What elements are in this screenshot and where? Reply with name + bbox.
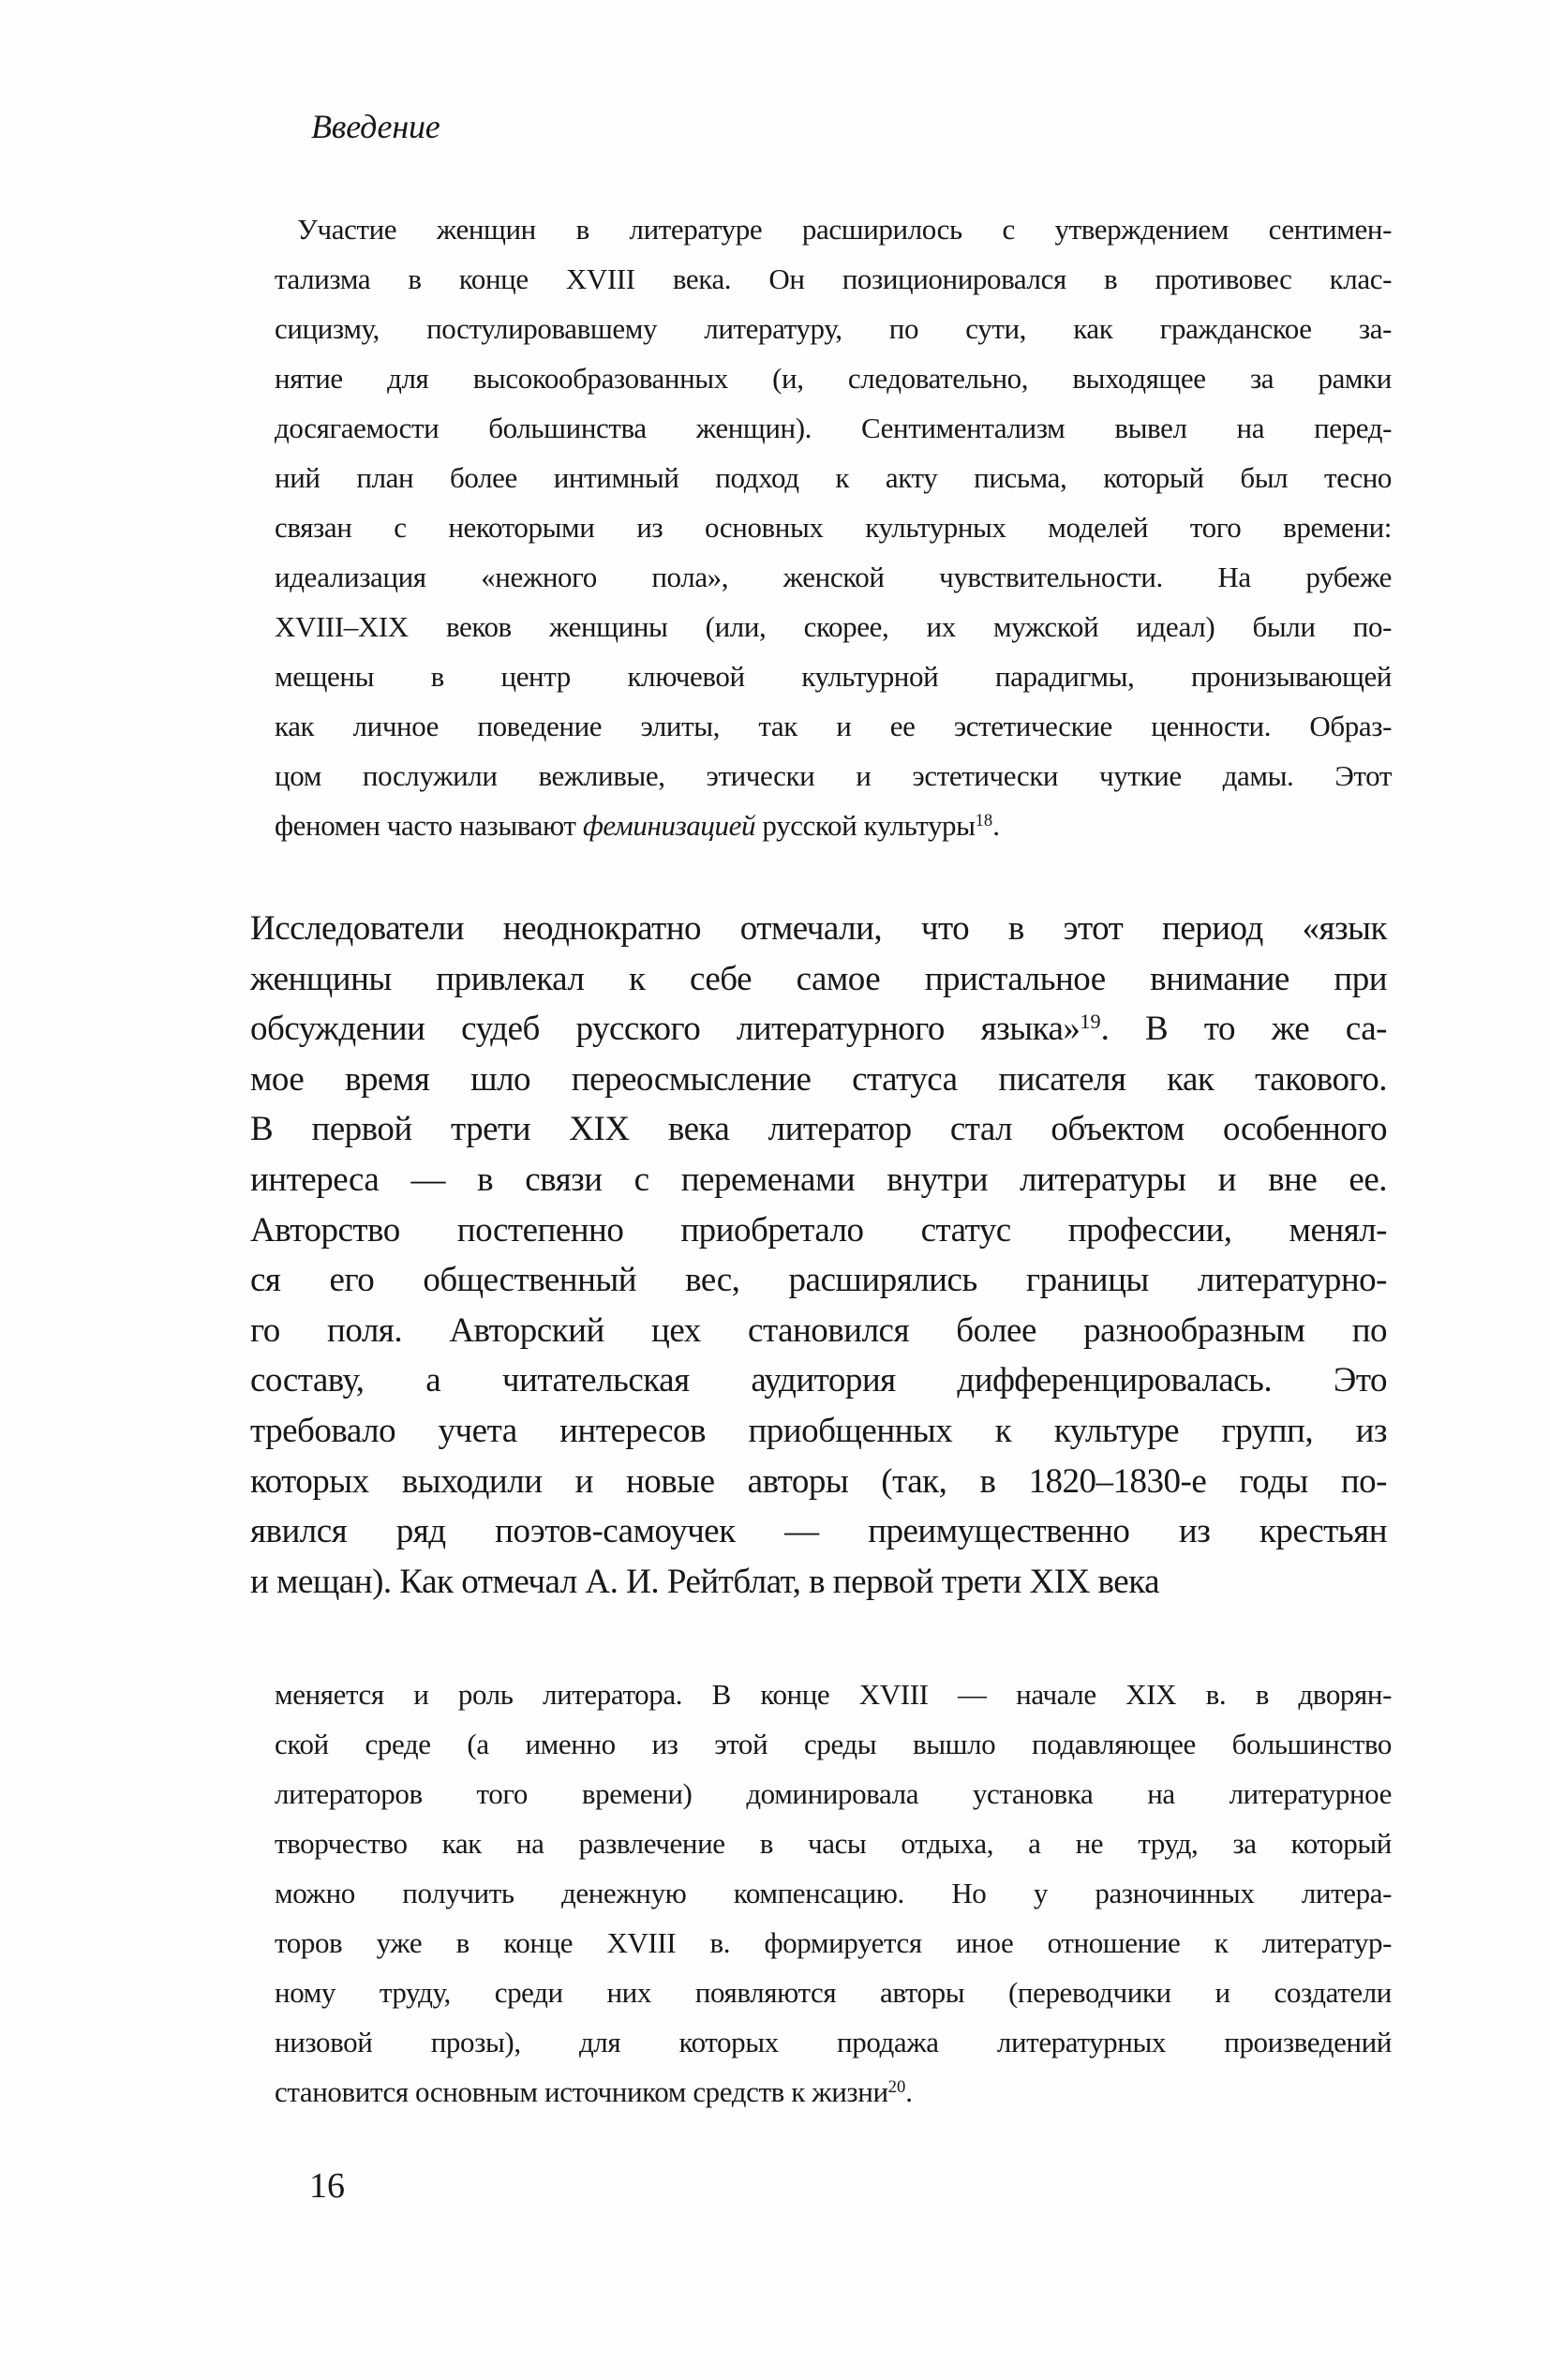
text-line: интереса — в связи с переменами внутри литературы и вне ее. xyxy=(250,1160,1387,1199)
text-line: можно получить денежную компенсацию. Но у разночинных литера- xyxy=(275,1877,1392,1909)
footnote-marker: 19 xyxy=(1080,1009,1101,1033)
text-line: меняется и роль литератора. В конце XVIII — начале XIX в. в дворян- xyxy=(275,1678,1392,1711)
text-line: как личное поведение элиты, так и ее эстетические ценности. Образ- xyxy=(275,710,1392,742)
text-line: Исследователи неоднократно отмечали, что в этот период «язык xyxy=(250,909,1387,948)
text-line: низовой прозы), для которых продажа литературных произведений xyxy=(275,2026,1392,2058)
text-line: Авторство постепенно приобретало статус профессии, менял- xyxy=(250,1210,1387,1250)
text-line: обсуждении судеб русского литературного языка»$^{19}$. В то же са- xyxy=(250,1009,1387,1049)
text-line: ской среде (а именно из этой среды вышло подавляющее большинство xyxy=(275,1728,1392,1760)
text-line: составу, а читательская аудитория дифференцировалась. Это xyxy=(250,1361,1387,1400)
footnote-marker: 18 xyxy=(975,810,993,831)
page-number: 16 xyxy=(309,2166,345,2206)
text-line: досягаемости большинства женщин). Сентиментализм вывел на перед- xyxy=(275,412,1392,444)
running-head: Введение xyxy=(311,108,440,145)
text-line: которых выходили и новые авторы (так, в 1820–1830-е годы по- xyxy=(250,1461,1387,1501)
text-line: связан с некоторыми из основных культурных моделей того времени: xyxy=(275,511,1392,544)
text-line: го поля. Авторский цех становился более разнообразным по xyxy=(250,1310,1387,1350)
footnote-marker: 20 xyxy=(887,2076,906,2097)
text-line: литераторов того времени) доминировала установка на литературное xyxy=(275,1777,1392,1810)
text-line: феномен часто называют феминизацией русской культуры$^{18}$. xyxy=(275,809,1000,842)
text-line: сицизму, постулировавшему литературу, по сути, как гражданское за- xyxy=(275,312,1392,345)
text-line: цом послужили вежливые, этически и эстетически чуткие дамы. Этот xyxy=(275,759,1392,792)
text-line: и мещан). Как отмечал А. И. Рейтблат, в первой трети XIX века xyxy=(250,1562,1160,1601)
text-line: мое время шло переосмысление статуса писателя как такового. xyxy=(250,1059,1387,1099)
text-line: творчество как на развлечение в часы отдыха, а не труд, за который xyxy=(275,1827,1392,1860)
text-line: женщины привлекал к себе самое пристальное внимание при xyxy=(250,959,1387,998)
text-line: становится основным источником средств к жизни$^{20}$. xyxy=(275,2075,913,2108)
body-paragraph xyxy=(250,904,1387,1607)
text-line: ному труду, среди них появляются авторы (переводчики и создатели xyxy=(275,1976,1392,2009)
text-line: явился ряд поэтов-самоучек — преимущественно из крестьян xyxy=(250,1512,1387,1551)
text-line: торов уже в конце XVIII в. формируется иное отношение к литератур- xyxy=(275,1926,1392,1959)
text-line: мещены в центр ключевой культурной парадигмы, пронизывающей xyxy=(275,660,1392,693)
text-line: XVIII–XIX веков женщины (или, скорее, их мужской идеал) были по- xyxy=(275,610,1392,643)
extract-sentimentalism xyxy=(275,204,1392,850)
text-line: ний план более интимный подход к акту письма, который был тесно xyxy=(275,461,1392,494)
text-line: требовало учета интересов приобщенных к культуре групп, из xyxy=(250,1411,1387,1450)
text-line: Участие женщин в литературе расширилось с утверждением сентимен- xyxy=(297,213,1392,246)
text-line: нятие для высокообразованных (и, следовательно, выходящее за рамки xyxy=(275,362,1392,395)
text-line: В первой трети XIX века литератор стал объектом особенного xyxy=(250,1110,1387,1149)
text-line: тализма в конце XVIII века. Он позиционировался в противовес клас- xyxy=(275,262,1392,295)
block-quote-reitblat xyxy=(275,1669,1392,2117)
text-line: идеализация «нежного пола», женской чувствительности. На рубеже xyxy=(275,561,1392,593)
text-line: ся его общественный вес, расширялись границы литературно- xyxy=(250,1261,1387,1300)
